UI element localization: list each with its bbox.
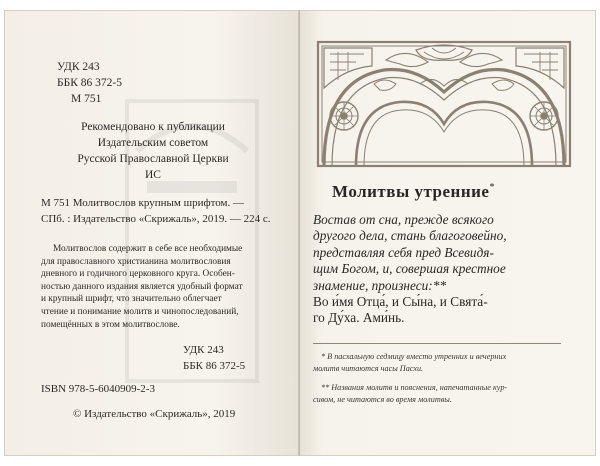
footnote-divider [313,343,561,344]
byzantine-arch-ornament-icon [316,40,572,168]
udk-classification-top [57,59,122,107]
prayer-text [313,294,488,327]
approval-line: Русской Православной Церкви [77,153,229,165]
prayer-line: го Ду́ха. Ами́нь. [313,310,405,326]
udk-code: УДК 243 [183,344,224,356]
footnote-line: сивом, не читаются во время молитвы. [313,395,452,404]
udk-classification-bottom [183,342,245,374]
abstract-line: Молитвослов содержит в себе все необходимые [53,244,243,254]
abstract-line: ностью данного издания является удобный формат [41,281,243,292]
rubric-line: Востав от сна, прежде всякого [313,212,494,227]
abstract-line: чтение и понимание молитв и чинопоследований, [41,306,239,317]
bibliographic-entry [41,195,271,227]
biblio-line: СПб. : Издательство «Скрижаль», 2019. — 224 с. [41,213,271,225]
rubric-line: другого дела, стань благоговейно, [313,228,507,244]
rubric-line: щим Богом, и, совершая крестное [313,261,506,277]
publication-approval [5,119,301,183]
approval-code: ИС [145,169,161,181]
page-title [332,182,495,202]
prayer-line: Во и́мя Отца́, и Сы́на, и Свята́- [313,294,488,309]
approval-line: Рекомендовано к публикации [81,121,225,133]
rubric-line: представляя себя пред Всевидя- [313,244,494,260]
bbk-code: ББК 86 372-5 [57,77,122,89]
rubric-line: знамение, произнеси:** [313,277,446,293]
bbk-code: ББК 86 372-5 [183,360,246,372]
approval-line: Издательским советом [97,137,209,149]
abstract-line: и крупный шрифт, что значительно облегчает [41,294,222,305]
footnote-line: ** Названия молитв и пояснения, напечатанные кур- [321,383,508,392]
title-text: Молитвы утренние [332,182,490,201]
author-sign: М 751 [71,93,102,105]
footnotes [313,351,565,406]
book-abstract [41,243,285,331]
left-page [4,10,300,456]
footnote-line: * В пасхальную седмицу вместо утренних и вечерних [321,352,507,361]
copyright-notice: © Издательство «Скрижаль», 2019 [73,408,236,420]
abstract-line: помещённых в этом молитвослове. [41,319,180,330]
abstract-line: для православного христианина молитвословия [41,256,231,267]
rubric-instructions [313,212,507,294]
udk-code: УДК 243 [57,61,100,73]
footnote-line: молитв читаются часы Пасхи. [313,364,424,373]
abstract-line: дневного и годичного церковного круга. Особен- [41,269,235,280]
title-footnote-mark: * [489,182,495,193]
biblio-line: М 751 Молитвослов крупным шрифтом. — [41,197,245,209]
isbn-number: ISBN 978-5-6040909-2-3 [41,383,155,395]
